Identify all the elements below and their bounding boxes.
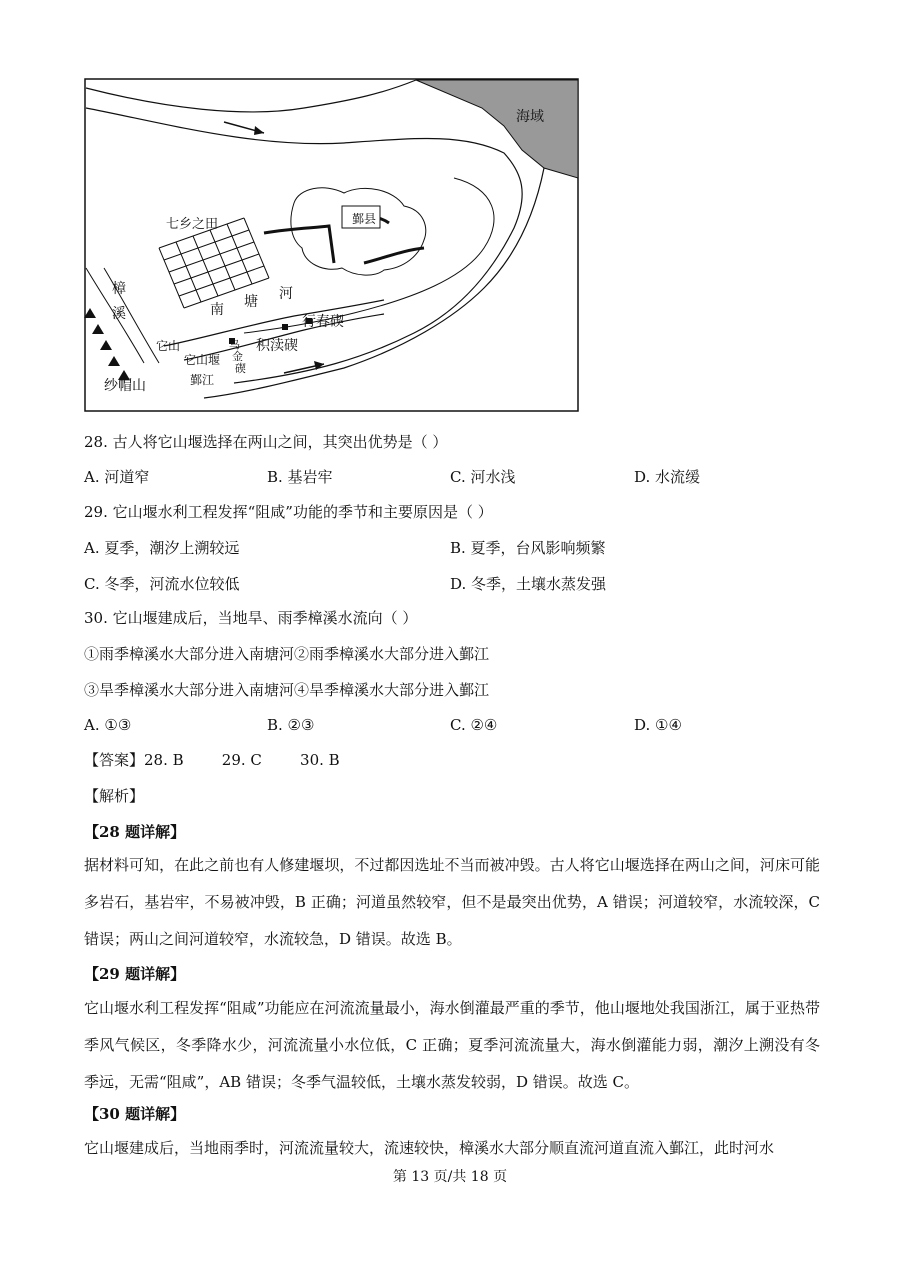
label-nantang-2: 塘	[244, 294, 258, 310]
label-nantang-1: 南	[210, 302, 224, 318]
label-wujin-3: 碶	[235, 362, 246, 375]
label-yinjiang: 鄞江	[190, 373, 215, 387]
q29-option-a: A. 夏季，潮汐上溯较远	[84, 539, 240, 557]
label-wujin-2: 金	[232, 350, 243, 363]
question-28-stem: 28. 古人将它山堰选择在两山之间，其突出优势是（ ）	[84, 433, 448, 451]
q30-option-a: A. ①③	[84, 716, 132, 734]
label-tashanyan: 它山堰	[184, 353, 221, 367]
map-figure	[84, 78, 579, 412]
label-sea: 海域	[516, 109, 544, 125]
label-county: 鄞县	[352, 212, 377, 226]
label-wujin-1: 乌	[229, 338, 240, 351]
detail-30-title: 【30 题详解】	[84, 1105, 186, 1123]
detail-28-title: 【28 题详解】	[84, 823, 186, 841]
q28-option-b: B. 基岩牢	[267, 468, 333, 486]
q30-option-b: B. ②③	[267, 716, 315, 734]
q28-option-d: D. 水流缓	[634, 468, 701, 486]
q30-option-c: C. ②④	[450, 716, 498, 734]
detail-30-text: 它山堰建成后，当地雨季时，河流流量较大，流速较快，樟溪水大部分顺直流河道直流入鄞江，此时河水	[84, 1139, 775, 1157]
detail-28-text: 据材料可知，在此之前也有人修建堰坝，不过都因选址不当而被冲毁。古人将它山堰选择在两山之间，河床可能多岩石，基岩牢，不易被冲毁，B 正确；河道虽然较窄，但不是最突出优势，A 错误；河道较窄，水流较深，C 错误；两山之间河道较窄，水流较急，D 错误。故选 B。	[84, 856, 820, 948]
label-zhangxi-2: 溪	[112, 306, 126, 322]
label-zhangxi-1: 樟	[112, 281, 126, 297]
q28-option-c: C. 河水浅	[450, 468, 516, 486]
q29-option-d: D. 冬季，土壤水蒸发强	[450, 575, 607, 593]
label-tashan: 它山	[156, 339, 181, 353]
question-29-stem: 29. 它山堰水利工程发挥“阻咸”功能的季节和主要原因是（ ）	[84, 503, 493, 521]
question-30-stem: 30. 它山堰建成后，当地旱、雨季樟溪水流向（ ）	[84, 609, 418, 627]
q30-statements-2: ③旱季樟溪水大部分进入南塘河④旱季樟溪水大部分进入鄞江	[84, 681, 490, 699]
q28-option-a: A. 河道窄	[84, 468, 150, 486]
label-nantang-3: 河	[279, 286, 293, 302]
answer-line: 【答案】28. B 29. C 30. B	[84, 751, 340, 769]
page-footer: 第 13 页/共 18 页	[392, 1169, 508, 1185]
q29-option-c: C. 冬季，河流水位较低	[84, 575, 240, 593]
q30-option-d: D. ①④	[634, 716, 682, 734]
q29-option-b: B. 夏季，台风影响频繁	[450, 539, 606, 557]
label-jidu: 积渎碶	[256, 338, 298, 354]
label-shamaoshan: 纱帽山	[104, 378, 146, 394]
analysis-title: 【解析】	[84, 787, 145, 805]
q30-statements-1: ①雨季樟溪水大部分进入南塘河②雨季樟溪水大部分进入鄞江	[84, 645, 490, 663]
label-xingchun: 行春碶	[302, 314, 344, 330]
detail-29-title: 【29 题详解】	[84, 965, 186, 983]
detail-29-text: 它山堰水利工程发挥“阻咸”功能应在河流流量最小，海水倒灌最严重的季节，他山堰地处我国浙江，属于亚热带季风气候区，冬季降水少，河流流量小水位低，C 正确；夏季河流流量大，海水倒灌能力弱，潮汐上溯没有冬季远，无需“阻咸”，AB 错误；冬季气温较低，土壤水蒸发较弱，D 错误。故选 C。	[84, 999, 820, 1091]
label-fields: 七乡之田	[166, 217, 219, 232]
